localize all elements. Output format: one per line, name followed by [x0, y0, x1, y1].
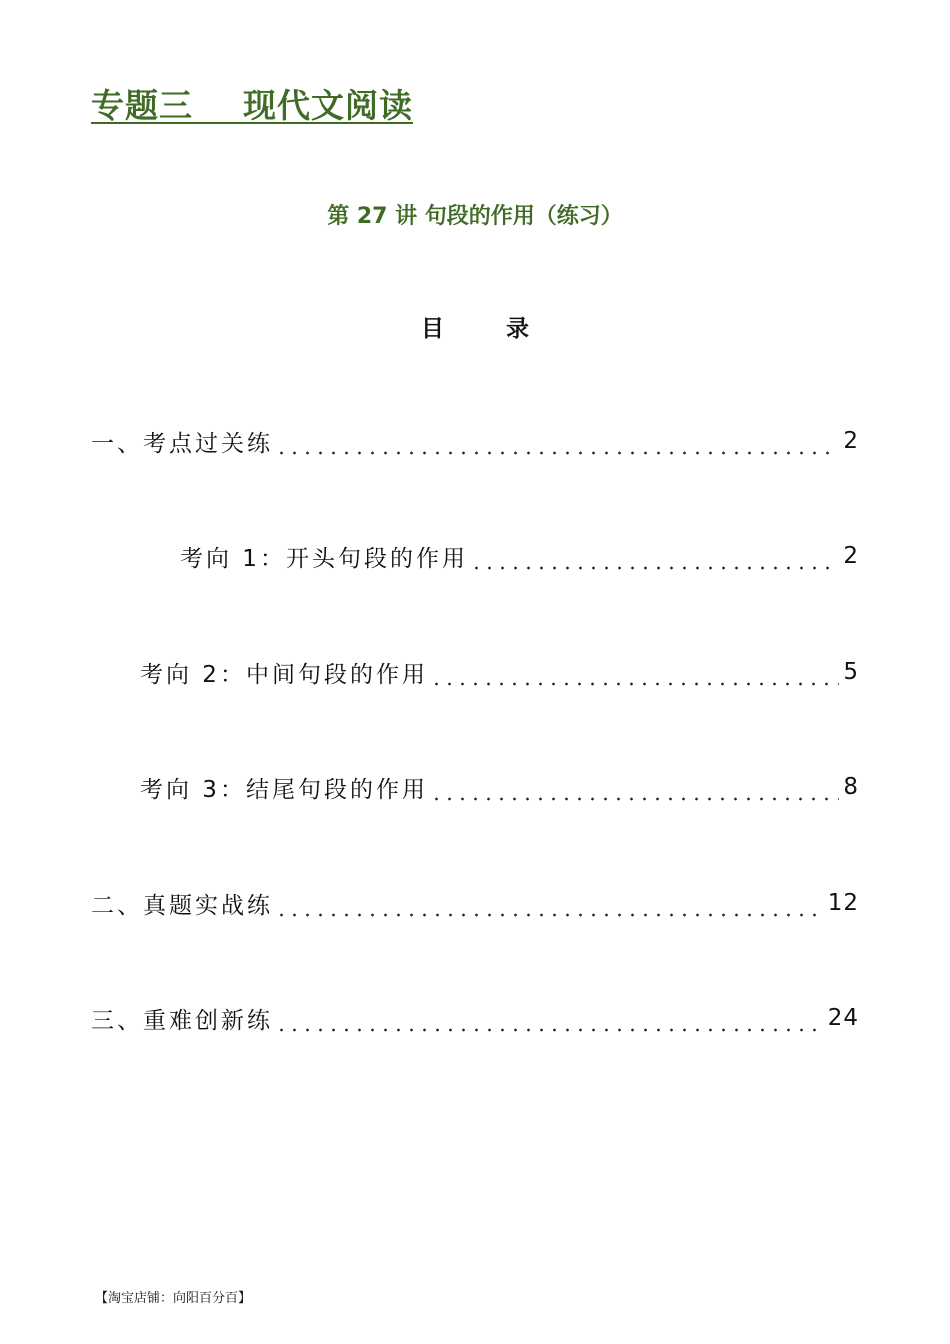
- toc-entry-page: 12: [827, 890, 859, 916]
- toc-entry-label: 考向 3：结尾句段的作用: [140, 776, 428, 803]
- lecture-title: 第 27 讲 句段的作用（练习）: [327, 204, 623, 229]
- toc-entry-label: 二、真题实战练: [91, 892, 273, 919]
- toc-entry-label: 一、考点过关练: [91, 430, 273, 457]
- toc-leader-dots: [275, 1001, 824, 1035]
- toc-entry-page: 24: [827, 1005, 859, 1031]
- toc-leader-dots: [430, 655, 839, 689]
- toc-entry-page: 2: [843, 543, 859, 569]
- toc-leader-dots: [430, 770, 839, 804]
- toc-entry-kaoxiang-3[interactable]: [140, 770, 859, 804]
- toc-entry-page: 5: [843, 659, 859, 685]
- toc-title-left: 目: [421, 316, 444, 342]
- toc-entry-label: 考向 2：中间句段的作用: [140, 661, 428, 688]
- footer-shop-note: 【淘宝店铺：向阳百分百】: [95, 1291, 252, 1306]
- toc-entry-page: 2: [843, 428, 859, 454]
- toc-entry-zhenti[interactable]: [91, 886, 859, 920]
- page-heading: 专题三 现代文阅读: [91, 86, 413, 125]
- toc-entry-chuangxin[interactable]: [91, 1001, 859, 1035]
- toc-title-right: 录: [506, 316, 529, 342]
- toc-entry-kaoxiang-2[interactable]: [140, 655, 859, 689]
- toc-entry-kaodian[interactable]: [91, 424, 859, 458]
- toc-entry-page: 8: [843, 774, 859, 800]
- toc-entry-kaoxiang-1[interactable]: [180, 539, 859, 573]
- toc-entry-label: 考向 1：开头句段的作用: [180, 545, 468, 572]
- toc-title: [0, 310, 950, 343]
- toc-leader-dots: [275, 424, 839, 458]
- toc-leader-dots: [470, 539, 839, 573]
- toc-leader-dots: [275, 886, 824, 920]
- toc-entry-label: 三、重难创新练: [91, 1007, 273, 1034]
